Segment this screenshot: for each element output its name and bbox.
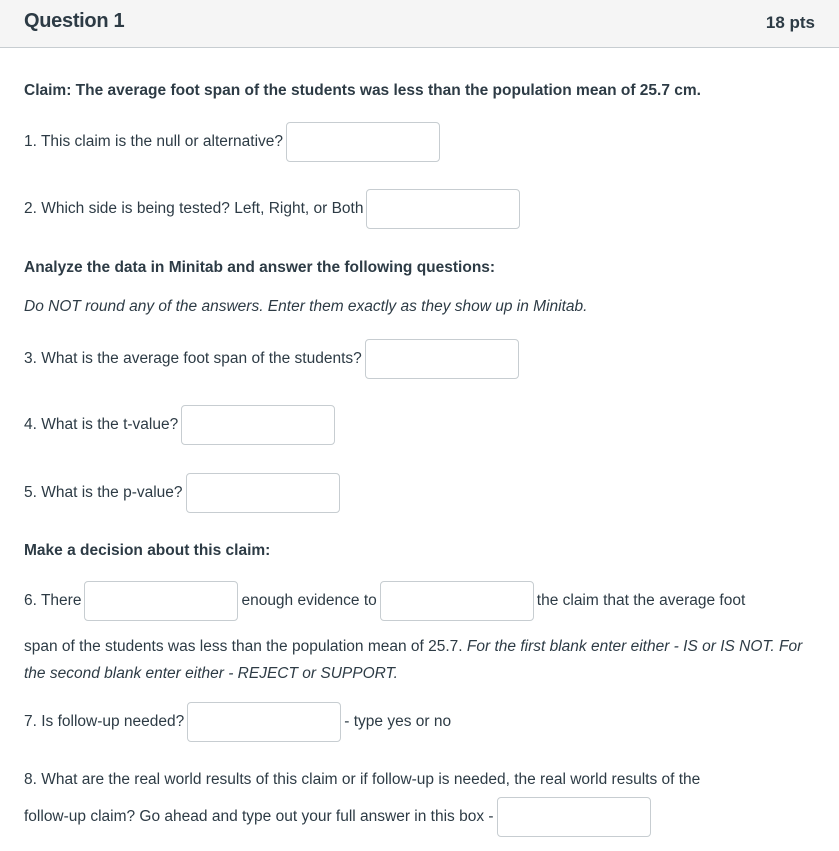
q1-answer-input[interactable] <box>286 122 440 162</box>
q3-label: 3. What is the average foot span of the students? <box>24 350 362 367</box>
q7-suffix: - type yes or no <box>344 713 452 730</box>
q6-part2: enough evidence to <box>241 592 377 609</box>
q8-answer-input[interactable] <box>497 797 651 837</box>
question-title: Question 1 <box>24 10 125 32</box>
q8-line1: 8. What are the real world results of this claim or if follow-up is needed, the real world results of the <box>24 771 701 788</box>
q6-line2: span of the students was less than the population mean of 25.7. <box>24 638 467 655</box>
q6-second-blank-input[interactable] <box>380 581 534 621</box>
q1-label: 1. This claim is the null or alternative? <box>24 133 284 150</box>
q5-label: 5. What is the p-value? <box>24 484 183 501</box>
question-points: 18 pts <box>765 13 815 32</box>
question-header <box>0 0 839 48</box>
q5-answer-input[interactable] <box>186 473 340 513</box>
q7-label: 7. Is follow-up needed? <box>24 713 185 730</box>
q6-part1: 6. There <box>24 592 82 609</box>
q4-answer-input[interactable] <box>181 405 335 445</box>
q7-answer-input[interactable] <box>187 702 341 742</box>
q8-line2: follow-up claim? Go ahead and type out your full answer in this box - <box>24 808 494 825</box>
q6-continuation <box>24 633 819 687</box>
q6-first-blank-input[interactable] <box>84 581 238 621</box>
q3-answer-input[interactable] <box>365 339 519 379</box>
q2-answer-input[interactable] <box>366 189 520 229</box>
q4-label: 4. What is the t-value? <box>24 416 179 433</box>
decision-heading: Make a decision about this claim: <box>24 542 271 559</box>
q6-part3: the claim that the average foot <box>536 592 746 609</box>
claim-text: Claim: The average foot span of the students was less than the population mean of 25.7 cm. <box>24 82 701 99</box>
q2-label: 2. Which side is being tested? Left, Right, or Both <box>24 200 364 217</box>
instruction-text: Do NOT round any of the answers. Enter them exactly as they show up in Minitab. <box>24 298 588 315</box>
analyze-heading: Analyze the data in Minitab and answer the following questions: <box>24 259 496 276</box>
q6-instructions: For the first blank enter either - IS or IS NOT. For the second blank enter either - REJECT or SUPPORT. <box>24 638 803 682</box>
